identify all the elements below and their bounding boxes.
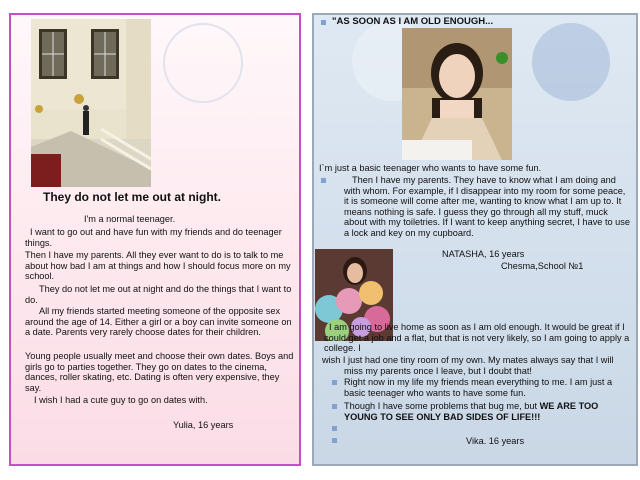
bullet-icon bbox=[332, 380, 337, 385]
left-paragraph-dating: All my friends started meeting someone of the opposite sex around the age of 14. Either a girl or a boy can invite someone on a date. Parents very rarely choose dates for their children. bbox=[25, 306, 292, 338]
bullet-icon bbox=[332, 438, 337, 443]
left-signature: Yulia, 16 years bbox=[173, 420, 234, 430]
right-title: "AS SOON AS I AM OLD ENOUGH... bbox=[332, 16, 494, 27]
right-signature-vika: Vika. 16 years bbox=[466, 436, 525, 446]
bullet-icon bbox=[321, 178, 326, 183]
right-intro: I`m just a basic teenager who wants to have some fun. bbox=[319, 163, 542, 173]
left-paragraph-intro: I'm a normal teenager. bbox=[84, 214, 176, 224]
right-paragraph-leave-home: I am going to live home as soon as I am old enough. It would be great if I could get a job and a flat, but that is not very likely, so I am going to apply a college. I bbox=[324, 322, 630, 354]
decorative-circle bbox=[163, 23, 243, 103]
right-paragraph-friends: Right now in my life my friends mean everything to me. I am just a basic teenager who wants to have some fun. bbox=[344, 377, 613, 398]
bullet-icon bbox=[321, 20, 326, 25]
decorative-circle bbox=[532, 23, 610, 101]
palace-staircase-photo bbox=[31, 19, 151, 187]
left-paragraph-parents: Then I have my parents. All they ever want to do is to talk to me about how bad I am at things and how I should focus more on my school. bbox=[25, 250, 291, 282]
right-paragraph-problems: Though I have some problems that bug me, but WE ARE TOO YOUNG TO SEE ONLY BAD SIDES OF LIFE!!! bbox=[344, 401, 599, 422]
bullet-icon bbox=[332, 404, 337, 409]
left-paragraph-fun: I want to go out and have fun with my friends and do teenager things. bbox=[25, 227, 282, 248]
teenage-girl-portrait-photo bbox=[402, 28, 512, 160]
right-slide-panel bbox=[312, 13, 638, 466]
right-signature-school: Chesma,School №1 bbox=[501, 261, 584, 271]
left-title: They do not let me out at night. bbox=[43, 190, 221, 204]
left-paragraph-night: They do not let me out at night and do the things that I want to do. bbox=[25, 284, 292, 305]
bullet-icon bbox=[332, 426, 337, 431]
left-paragraph-wish: I wish I had a cute guy to go on dates with. bbox=[34, 395, 208, 405]
right-signature-natasha: NATASHA, 16 years bbox=[442, 249, 525, 259]
left-slide-panel bbox=[9, 13, 301, 466]
left-paragraph-young-people: Young people usually meet and choose their own dates. Boys and girls go to parties together. They go on dates to the cinema, dances, roller skating, etc. Dating is often very expensive, they say. bbox=[25, 351, 294, 393]
right-paragraph-parents: Then I have my parents. They have to know what I am doing and with whom. For example, if I disappear into my room for some peace, it is someone will come after me, wanting to know what I am up to. It means nothing is safe. I guess they go through all my stuff, muck about with my toiletries. If I want to keep anything secret, I have to use a lock and key on my cupboard. bbox=[344, 175, 630, 238]
right-paragraph-room-wish: wish I just had one tiny room of my own. My mates always say that I will miss my parents once I leave, but I doubt that! bbox=[322, 355, 614, 376]
